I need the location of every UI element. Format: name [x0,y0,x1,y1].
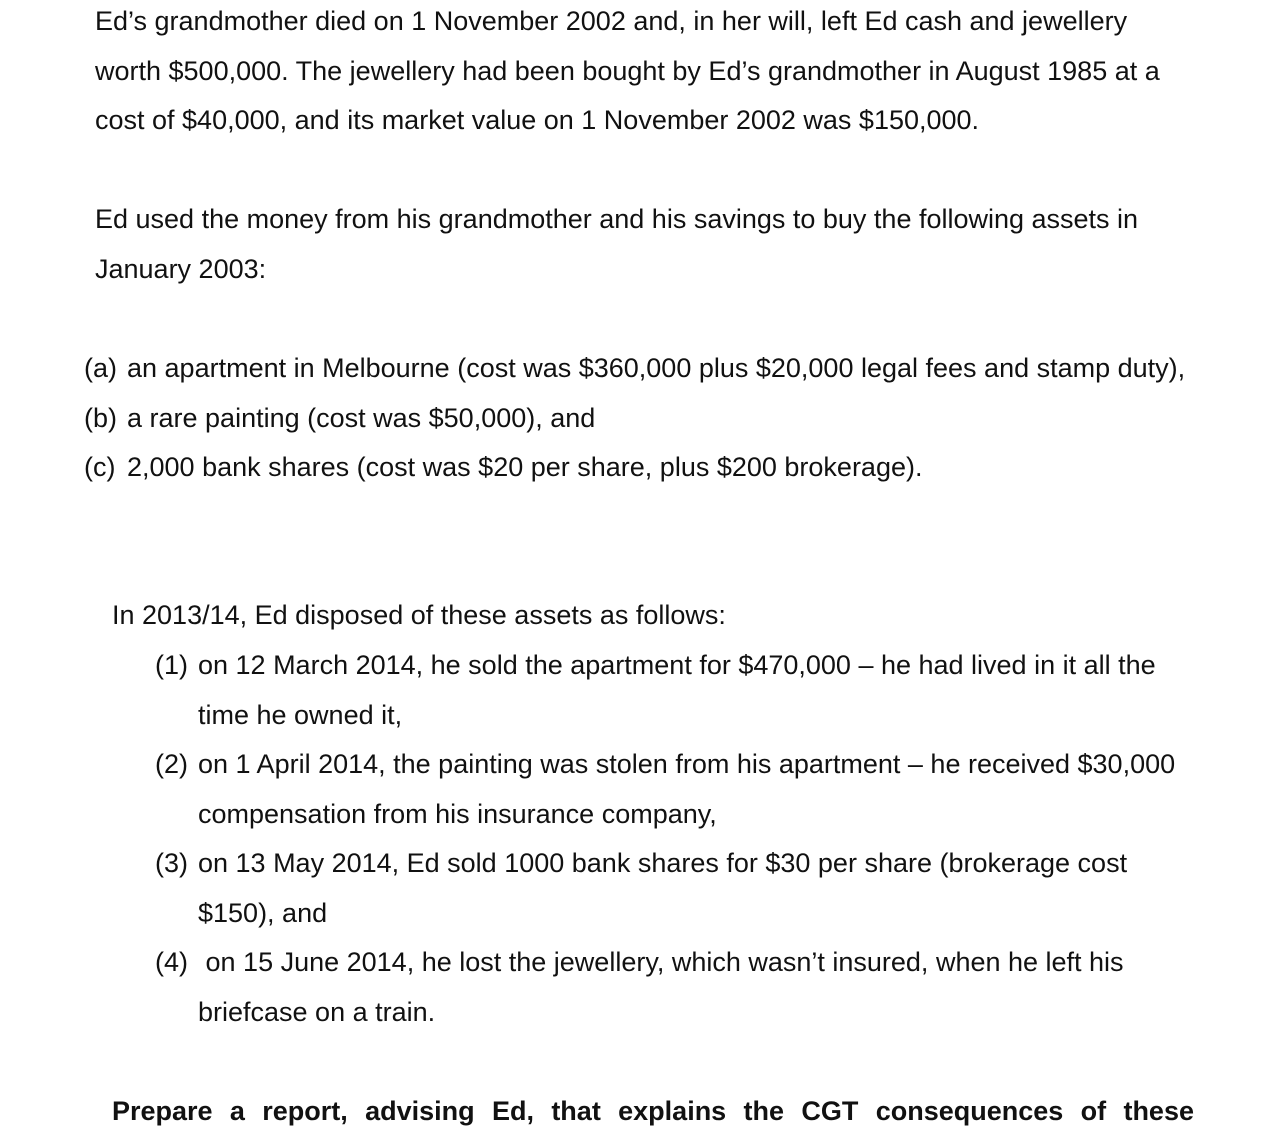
list-item-a [84,344,1194,394]
list-item-1 [155,641,1195,740]
list-item-b [84,394,1194,444]
list-marker: (3) [155,848,188,878]
list-marker: (2) [155,749,188,779]
purchase-intro-paragraph: Ed used the money from his grandmother and his savings to buy the following assets in January 2003: [95,204,1139,284]
disposal-intro-paragraph: In 2013/14, Ed disposed of these assets as follows: [112,600,726,630]
list-item-text: on 1 April 2014, the painting was stolen from his apartment – he received $30,000 compensation from his insurance company, [198,749,1176,829]
list-item-text: a rare painting (cost was $50,000), and [127,402,596,433]
list-item-text: on 12 March 2014, he sold the apartment for $470,000 – he had lived in it all the time he owned it, [198,650,1156,730]
task-instruction: Prepare a report, advising Ed, that explains the CGT consequences of these [112,1096,1194,1126]
list-item-c [84,443,1194,493]
list-marker: (b) [84,402,117,433]
list-item-text: an apartment in Melbourne (cost was $360,000 plus $20,000 legal fees and stamp duty), [127,353,1186,383]
list-marker: (4) [155,947,188,977]
list-marker: (1) [155,650,188,680]
list-marker: (a) [84,353,117,383]
assets-list [84,344,1194,493]
list-marker: (c) [84,452,116,482]
list-item-2 [155,740,1195,839]
list-item-4 [155,938,1195,1037]
inheritance-paragraph: Ed’s grandmother died on 1 November 2002 and, in her will, left Ed cash and jewellery worth $500,000. The jewellery had been bought by Ed’s grandmother in August 1985 at a cost of $40,000, and its market value on 1 November 2002 was $150,000. [95,6,1160,135]
list-item-text: on 13 May 2014, Ed sold 1000 bank shares for $30 per share (brokerage cost $150), and [198,848,1128,928]
disposals-list [155,641,1195,1037]
list-item-3 [155,839,1195,938]
list-item-text: 2,000 bank shares (cost was $20 per share, plus $200 brokerage). [127,452,923,482]
list-item-text: on 15 June 2014, he lost the jewellery, which wasn’t insured, when he left his briefcase on a train. [198,947,1132,1027]
